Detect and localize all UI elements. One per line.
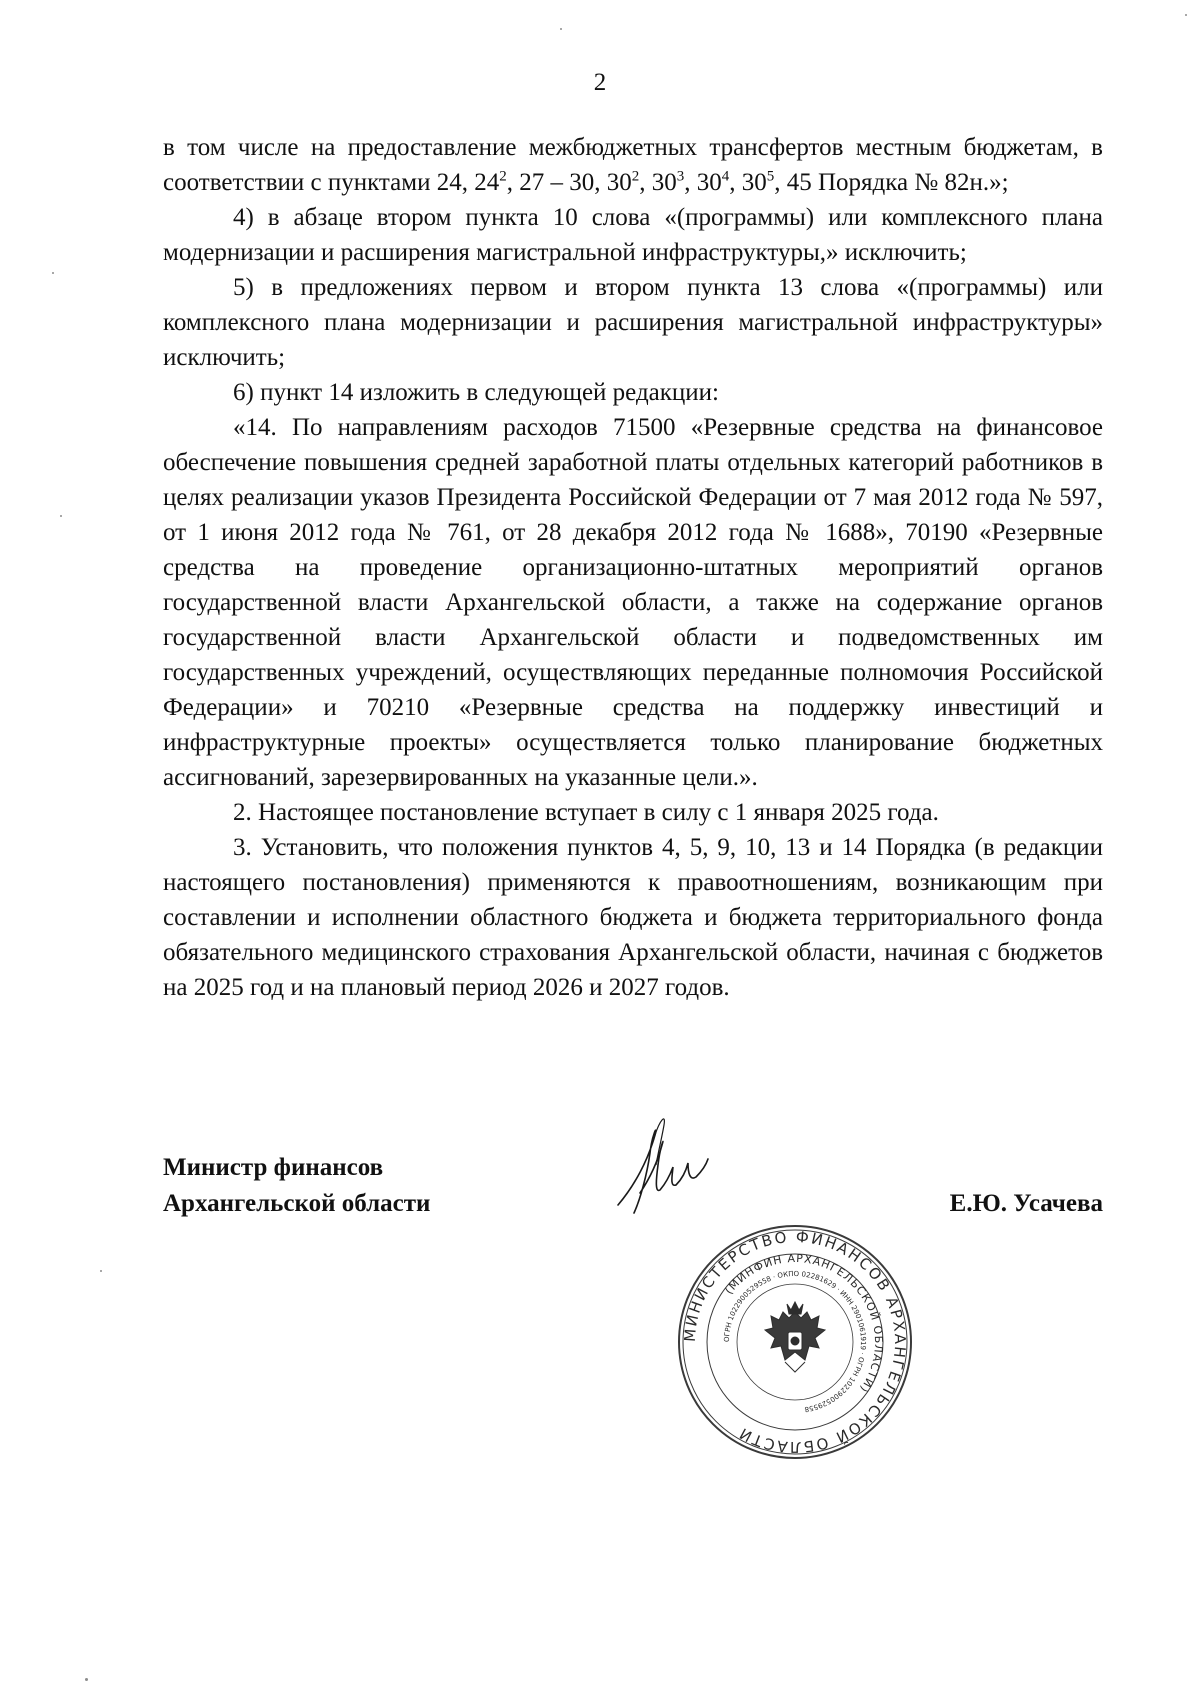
official-seal [675,1222,915,1462]
paragraph-7: 3. Установить, что положения пунктов 4, 5, 9, 10, 13 и 14 Порядка (в редакции настоящего постановления) применяются к правоотношениям, возникающим при составлении и исполнении областного бюджета и бюджета территориального фонда обязательного медицинского страхования Архангельской области, начиная с бюджетов на 2025 год и на плановый период 2026 и 2027 годов. [163,834,1103,1001]
paragraph-5: «14. По направлениям расходов 71500 «Резервные средства на финансовое обеспечение повышения средней заработной платы отдельных категорий работников в целях реализации указов Президента Российской Федерации от 7 мая 2012 года № 597, от 1 июня 2012 года № 761, от 28 декабря 2012 года № 1688», 70190 «Резервные средства на проведение организационно-штатных мероприятий органов государственной власти Архангельской области, а также на содержание органов государственной власти Архангельской области и подведомственных им государственных учреждений, осуществляющих переданные полномочия Российской Федерации» и 70210 «Резервные средства на поддержку инвестиций и инфраструктурные проекты» осуществляется только планирование бюджетных ассигнований, зарезервированных на указанные цели.». [163,414,1103,791]
scan-speck [560,28,562,30]
scan-speck [1185,14,1187,16]
svg-text:МИНИСТЕРСТВО ФИНАНСОВ АРХАНГЕЛ: МИНИСТЕРСТВО ФИНАНСОВ АРХАНГЕЛЬСКОЙ ОБЛАСТИ [680,1227,910,1457]
paragraph-4: 6) пункт 14 изложить в следующей редакции: [233,379,719,406]
signatory-position [163,1150,430,1222]
page-number: 2 [593,69,607,96]
signatory-position-line2: Архангельской области [163,1190,431,1217]
signatory-name: Е.Ю. Усачева [949,1190,1103,1217]
svg-text:ОГРН 1022900529558 · ОКПО 0228: ОГРН 1022900529558 · ОКПО 02281629 · ИНН 2901061919 · ОГРН 1022900529558 [722,1269,868,1414]
paragraph-3: 5) в предложениях первом и втором пункта 13 слова «(программы) или комплексного плана модернизации и расширения магистральной инфраструктуры» исключить; [163,274,1103,371]
scan-speck [100,1270,102,1272]
paragraph-1: в том числе на предоставление межбюджетных трансфертов местным бюджетам, в соответствии с пунктами 24, $24^2$, 27 – 30, $30^2$, $30^3$, $30^4$, $30^5$, 45 Порядка № 82н.»; [163,134,1103,196]
scan-speck [85,1678,88,1681]
svg-text:(МИНФИН АРХАНГЕЛЬСКОЙ ОБЛАСТИ): (МИНФИН АРХАНГЕЛЬСКОЙ ОБЛАСТИ) [722,1251,886,1396]
handwritten-signature [600,1105,750,1230]
paragraph-6: 2. Настоящее постановление вступает в силу с 1 января 2025 года. [233,799,939,826]
paragraph-2: 4) в абзаце втором пункта 10 слова «(программы) или комплексного плана модернизации и расширения магистральной инфраструктуры,» исключить; [163,204,1103,266]
signatory-position-line1: Министр финансов [163,1154,384,1181]
document-body [163,130,1103,1005]
scan-speck [52,272,54,274]
scan-speck [60,515,62,517]
